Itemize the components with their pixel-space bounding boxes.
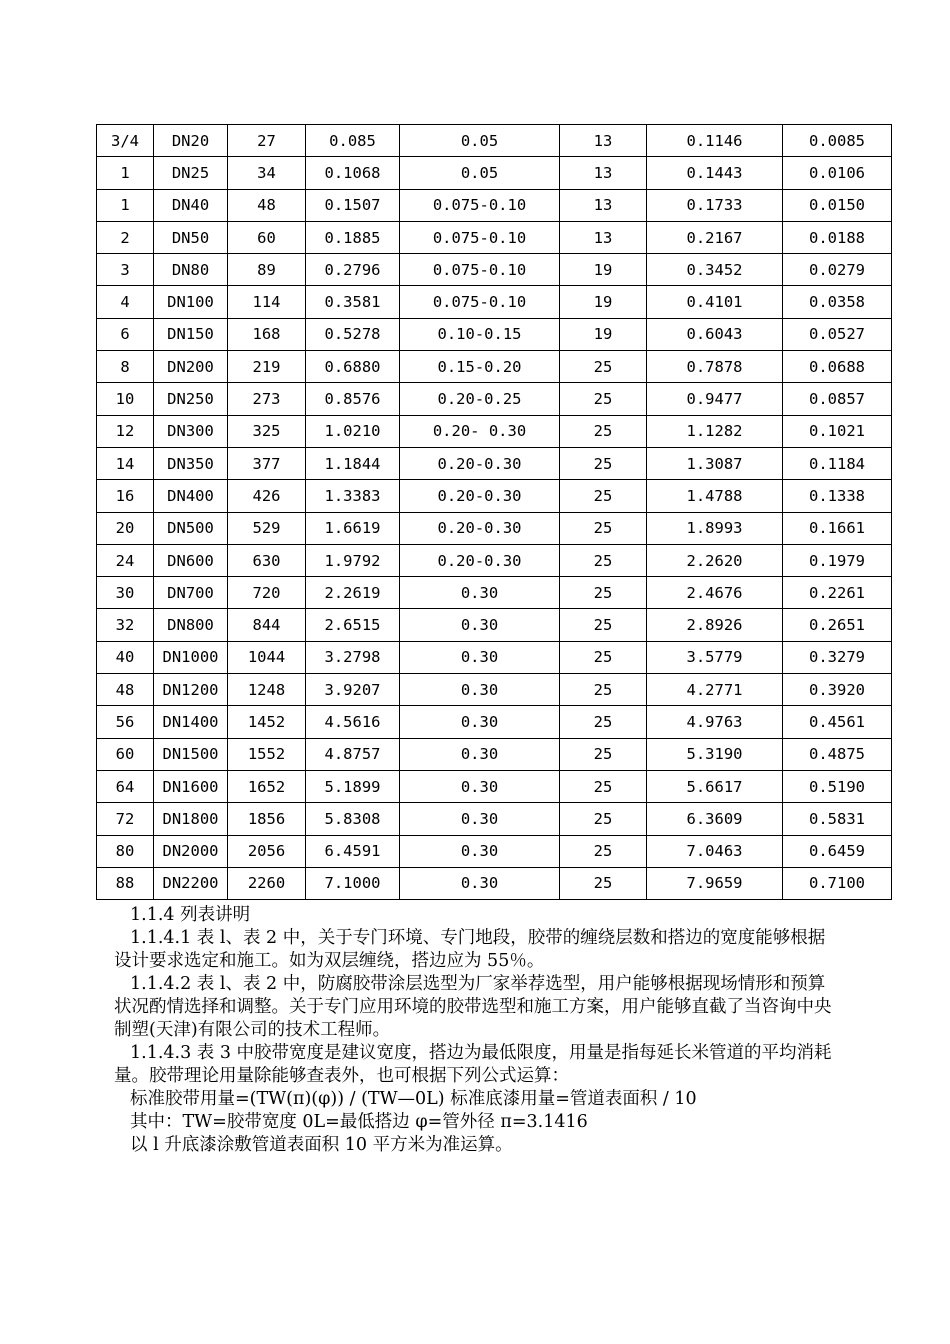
table-cell: 273 [228,383,306,415]
note-paragraph-2: 1.1.4.2 表 l、表 2 中，防腐胶带涂层选型为厂家举荐选型，用户能够根据现场情形和预算状况酌情选择和调整。关于专门应用环境的胶带选型和施工方案，用户能够直截了当咨询中央制塑(天津)有限公司的技术工程师。 [114,974,832,1040]
table-cell: 0.9477 [647,383,783,415]
table-cell: 19 [560,318,647,350]
table-cell: 1044 [228,641,306,673]
table-cell: 10 [97,383,154,415]
table-cell: 25 [560,544,647,576]
table-cell: 60 [228,221,306,253]
table-cell: 0.1443 [647,157,783,189]
table-cell: DN1500 [154,738,228,770]
table-cell: 2.2620 [647,544,783,576]
table-cell: 4.5616 [306,706,400,738]
table-row [97,803,892,835]
table-row [97,125,892,157]
table-cell: 0.0150 [783,189,892,221]
table-cell: 529 [228,512,306,544]
table-cell: 8 [97,351,154,383]
table-cell: 40 [97,641,154,673]
table-cell: 0.075-0.10 [400,254,560,286]
table-cell: 0.30 [400,835,560,867]
table-cell: 0.30 [400,674,560,706]
formula-line-3: 以 l 升底漆涂敷管道表面积 10 平方米为准运算。 [130,1135,513,1155]
table-cell: DN500 [154,512,228,544]
table-cell: 25 [560,674,647,706]
table-row [97,641,892,673]
table-cell: 48 [97,674,154,706]
table-cell: 2056 [228,835,306,867]
table-cell: DN1200 [154,674,228,706]
table-cell: 4.8757 [306,738,400,770]
table-row [97,706,892,738]
table-cell: 0.1184 [783,447,892,479]
table-cell: 25 [560,480,647,512]
table-cell: 25 [560,609,647,641]
table-cell: DN1000 [154,641,228,673]
table-cell: 0.7100 [783,867,892,899]
table-cell: 0.20-0.30 [400,480,560,512]
table-cell: 1.1282 [647,415,783,447]
table-row [97,867,892,899]
table-cell: 0.30 [400,803,560,835]
table-cell: DN1600 [154,770,228,802]
table-cell: 0.0279 [783,254,892,286]
table-cell: 89 [228,254,306,286]
table-cell: 3.2798 [306,641,400,673]
table-cell: 0.8576 [306,383,400,415]
table-cell: 19 [560,254,647,286]
table-row [97,447,892,479]
table-cell: DN20 [154,125,228,157]
table-row [97,351,892,383]
table-cell: 0.0188 [783,221,892,253]
table-cell: 13 [560,125,647,157]
table-cell: 0.075-0.10 [400,286,560,318]
table-cell: 25 [560,351,647,383]
table-cell: DN50 [154,221,228,253]
table-cell: 0.4101 [647,286,783,318]
table-cell: 80 [97,835,154,867]
table-cell: 0.1661 [783,512,892,544]
table-cell: 114 [228,286,306,318]
table-cell: 0.1979 [783,544,892,576]
table-cell: 25 [560,447,647,479]
table-cell: 1 [97,157,154,189]
formula-line-1: 标准胶带用量=(TW(π)(φ)) / (TW—0L) 标准底漆用量=管道表面积 / 10 [130,1089,697,1109]
table-cell: 20 [97,512,154,544]
table-cell: DN200 [154,351,228,383]
table-cell: 0.085 [306,125,400,157]
table-cell: 56 [97,706,154,738]
table-cell: 7.1000 [306,867,400,899]
table-cell: 16 [97,480,154,512]
table-cell: 5.8308 [306,803,400,835]
table-cell: 0.30 [400,706,560,738]
table-cell: 2.6515 [306,609,400,641]
table-cell: 1652 [228,770,306,802]
table-cell: DN150 [154,318,228,350]
table-cell: 0.0527 [783,318,892,350]
table-row [97,512,892,544]
table-cell: 0.30 [400,641,560,673]
table-row [97,674,892,706]
table-cell: DN2000 [154,835,228,867]
table-cell: 1.4788 [647,480,783,512]
table-cell: 377 [228,447,306,479]
table-cell: 25 [560,383,647,415]
table-cell: 3.9207 [306,674,400,706]
table-cell: 25 [560,835,647,867]
table-cell: 1.1844 [306,447,400,479]
table-cell: 0.0358 [783,286,892,318]
table-cell: 3 [97,254,154,286]
table-cell: DN40 [154,189,228,221]
table-cell: 2.8926 [647,609,783,641]
table-cell: DN350 [154,447,228,479]
table-cell: 1.8993 [647,512,783,544]
note-paragraph-1: 1.1.4.1 表 l、表 2 中，关于专门环境、专门地段，胶带的缠绕层数和搭边的宽度能够根据设计要求选定和施工。如为双层缠绕，搭边应为 55％。 [114,928,826,971]
table-cell: 1552 [228,738,306,770]
table-row [97,609,892,641]
table-cell: DN300 [154,415,228,447]
table-cell: DN700 [154,577,228,609]
table-cell: 0.0085 [783,125,892,157]
table-cell: 13 [560,157,647,189]
table-cell: DN100 [154,286,228,318]
table-cell: 2 [97,221,154,253]
table-cell: 19 [560,286,647,318]
table-cell: 0.30 [400,738,560,770]
section-heading: 1.1.4 列表讲明 [130,905,251,925]
table-cell: 25 [560,867,647,899]
table-cell: 0.15-0.20 [400,351,560,383]
table-row [97,770,892,802]
table-cell: 12 [97,415,154,447]
table-row [97,577,892,609]
table-cell: DN600 [154,544,228,576]
table-cell: 0.6880 [306,351,400,383]
table-cell: 88 [97,867,154,899]
table-cell: 1 [97,189,154,221]
table-cell: 0.30 [400,577,560,609]
table-cell: 3/4 [97,125,154,157]
table-cell: 0.0106 [783,157,892,189]
table-cell: 0.0857 [783,383,892,415]
table-cell: 13 [560,189,647,221]
table-cell: 72 [97,803,154,835]
table-cell: 25 [560,415,647,447]
table-cell: DN80 [154,254,228,286]
table-cell: 0.1507 [306,189,400,221]
table-cell: 6.4591 [306,835,400,867]
table-cell: 844 [228,609,306,641]
table-cell: 0.20-0.30 [400,544,560,576]
table-cell: 4.2771 [647,674,783,706]
table-cell: 1.0210 [306,415,400,447]
table-body [97,125,892,900]
table-cell: 0.3279 [783,641,892,673]
table-cell: 0.7878 [647,351,783,383]
table-row [97,738,892,770]
table-cell: 34 [228,157,306,189]
table-cell: DN400 [154,480,228,512]
table-cell: 25 [560,706,647,738]
table-cell: 32 [97,609,154,641]
table-cell: 0.20-0.30 [400,512,560,544]
table-cell: 0.4561 [783,706,892,738]
table-cell: 1.3087 [647,447,783,479]
table-cell: 25 [560,803,647,835]
table-cell: 6.3609 [647,803,783,835]
formula-line-2: 其中：TW=胶带宽度 0L=最低搭边 φ=管外径 π=3.1416 [130,1112,588,1132]
notes-section [114,904,834,1157]
table-cell: 1856 [228,803,306,835]
table-cell: 0.1021 [783,415,892,447]
table-cell: 25 [560,770,647,802]
table-row [97,415,892,447]
table-cell: 30 [97,577,154,609]
table-cell: 6 [97,318,154,350]
table-cell: 0.4875 [783,738,892,770]
table-cell: 325 [228,415,306,447]
table-row [97,544,892,576]
table-cell: 426 [228,480,306,512]
table-cell: 0.6459 [783,835,892,867]
table-cell: 14 [97,447,154,479]
table-cell: 0.30 [400,867,560,899]
table-cell: 1452 [228,706,306,738]
table-cell: 5.1899 [306,770,400,802]
table-cell: 1248 [228,674,306,706]
table-cell: 0.1146 [647,125,783,157]
table-cell: 0.10-0.15 [400,318,560,350]
pipe-spec-table [96,124,892,900]
table-cell: 4 [97,286,154,318]
table-row [97,480,892,512]
table-cell: 0.2261 [783,577,892,609]
table-row [97,835,892,867]
table-cell: DN25 [154,157,228,189]
table-cell: 0.1733 [647,189,783,221]
table-cell: 0.5831 [783,803,892,835]
table-cell: 0.3920 [783,674,892,706]
table-cell: DN2200 [154,867,228,899]
table-cell: 0.20-0.30 [400,447,560,479]
table-cell: 48 [228,189,306,221]
table-cell: 0.075-0.10 [400,189,560,221]
table-cell: 0.3581 [306,286,400,318]
table-cell: 0.2167 [647,221,783,253]
table-row [97,157,892,189]
table-row [97,286,892,318]
table-cell: DN1400 [154,706,228,738]
table-cell: 219 [228,351,306,383]
table-cell: 0.05 [400,157,560,189]
table-cell: 0.2796 [306,254,400,286]
table-cell: 0.30 [400,609,560,641]
table-cell: 64 [97,770,154,802]
table-cell: 0.1068 [306,157,400,189]
table-row [97,189,892,221]
table-cell: 3.5779 [647,641,783,673]
table-cell: 2.4676 [647,577,783,609]
table-cell: 1.3383 [306,480,400,512]
table-cell: 630 [228,544,306,576]
table-row [97,221,892,253]
table-cell: 0.2651 [783,609,892,641]
table-cell: 0.0688 [783,351,892,383]
table-row [97,383,892,415]
table-cell: 2260 [228,867,306,899]
table-row [97,318,892,350]
table-cell: 0.3452 [647,254,783,286]
table-cell: 0.20-0.25 [400,383,560,415]
table-cell: 0.1338 [783,480,892,512]
table-cell: 4.9763 [647,706,783,738]
table-cell: 25 [560,512,647,544]
table-cell: 0.6043 [647,318,783,350]
table-cell: 25 [560,641,647,673]
table-cell: 720 [228,577,306,609]
table-cell: 0.30 [400,770,560,802]
table-cell: 25 [560,738,647,770]
table-row [97,254,892,286]
table-cell: 27 [228,125,306,157]
table-cell: 60 [97,738,154,770]
table-cell: 0.20- 0.30 [400,415,560,447]
table-cell: 0.05 [400,125,560,157]
table-cell: 0.075-0.10 [400,221,560,253]
table-cell: 5.6617 [647,770,783,802]
table-cell: 0.5190 [783,770,892,802]
table-cell: 168 [228,318,306,350]
table-cell: 5.3190 [647,738,783,770]
table-cell: 7.9659 [647,867,783,899]
table-cell: 0.5278 [306,318,400,350]
table-cell: 2.2619 [306,577,400,609]
table-cell: 0.1885 [306,221,400,253]
table-cell: DN1800 [154,803,228,835]
table-cell: 1.9792 [306,544,400,576]
table-cell: 24 [97,544,154,576]
table-cell: 1.6619 [306,512,400,544]
table-cell: 25 [560,577,647,609]
table-cell: DN800 [154,609,228,641]
table-cell: DN250 [154,383,228,415]
note-paragraph-3: 1.1.4.3 表 3 中胶带宽度是建议宽度，搭边为最低限度，用量是指每延长米管道的平均消耗量。胶带理论用量除能够查表外，也可根据下列公式运算： [114,1043,832,1086]
table-cell: 13 [560,221,647,253]
table-cell: 7.0463 [647,835,783,867]
